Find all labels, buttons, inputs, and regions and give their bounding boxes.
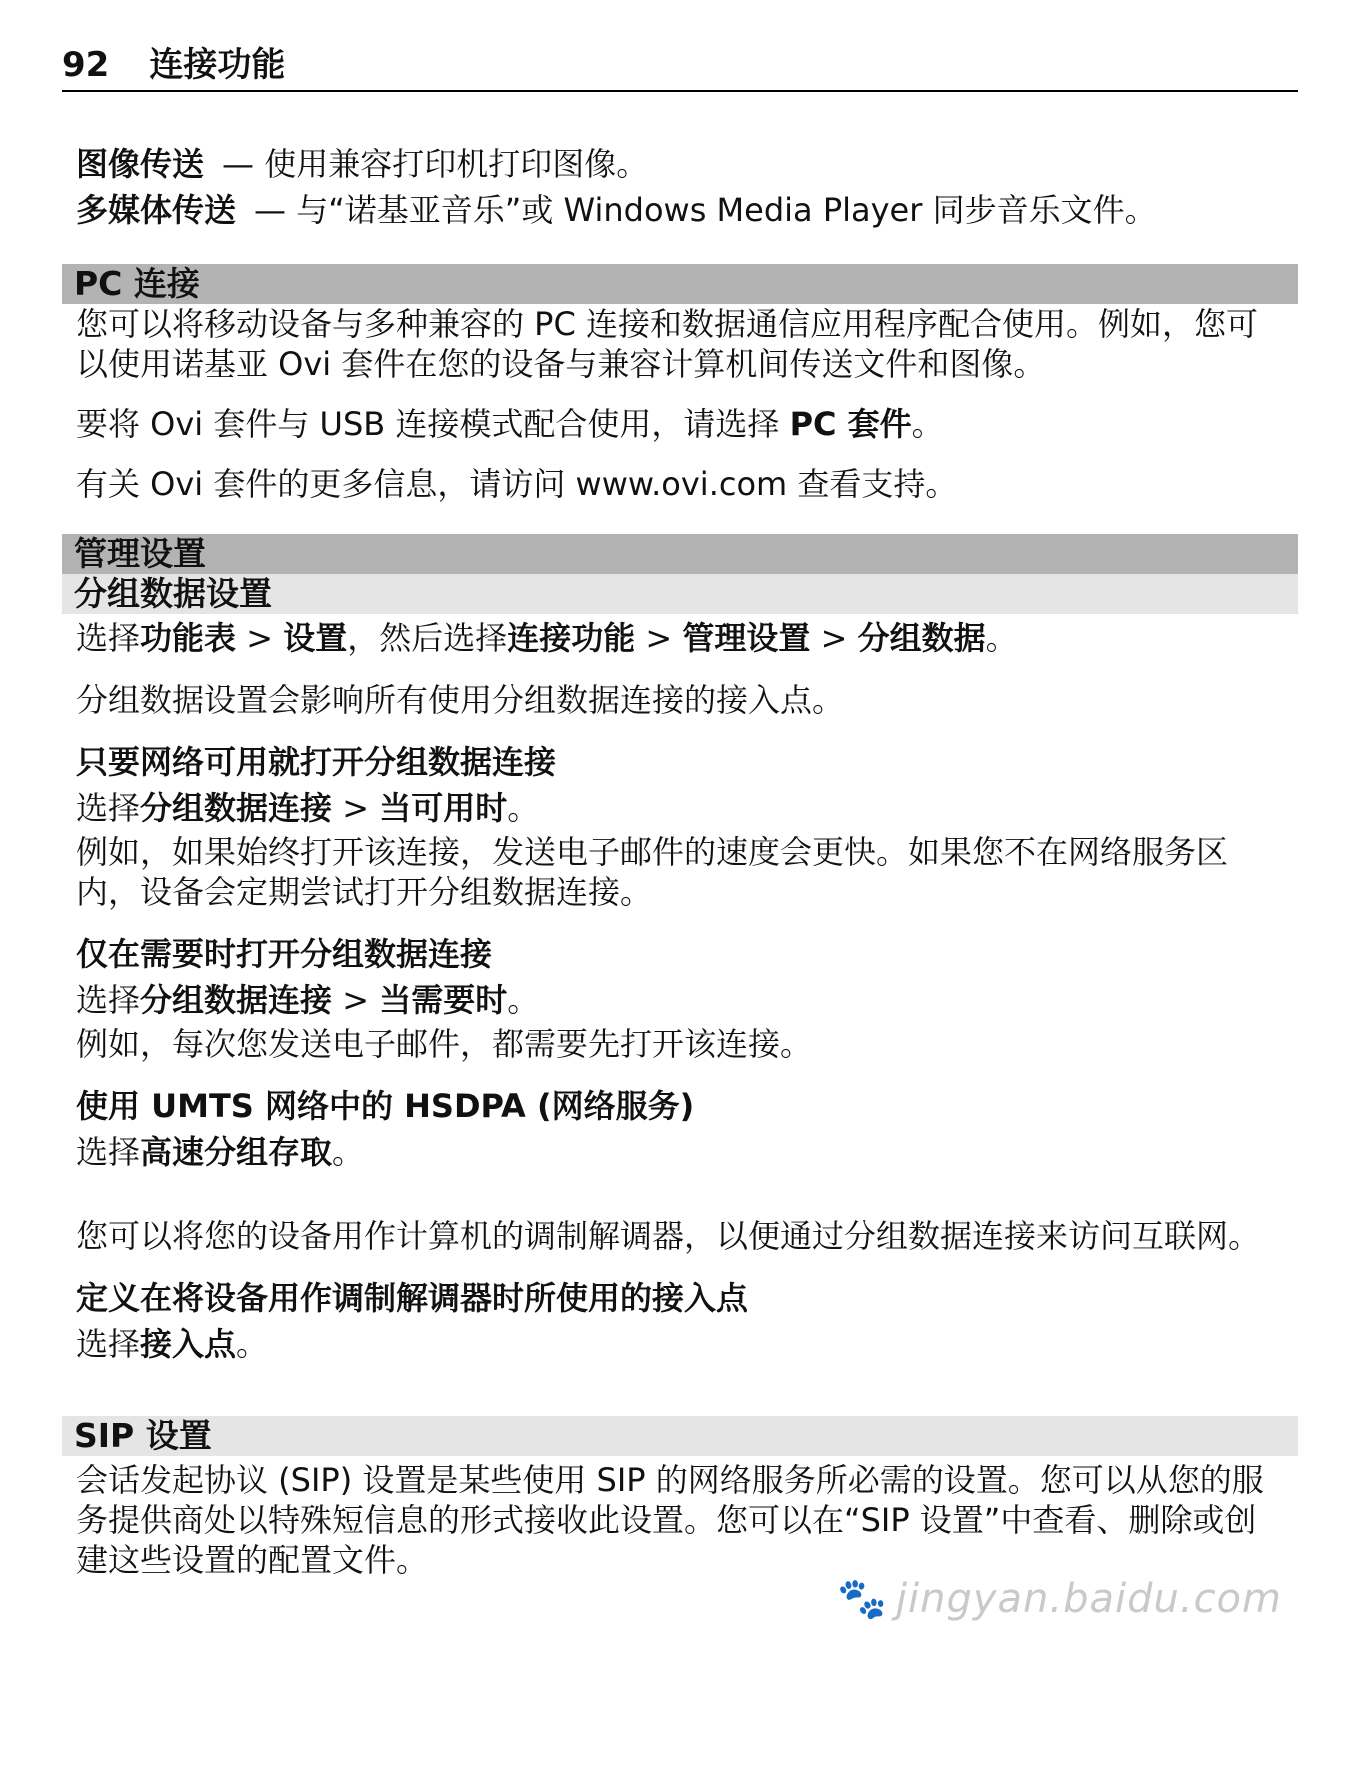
hsdpa-option: 高速分组存取 xyxy=(140,1133,333,1171)
modem-desc: 您可以将您的设备用作计算机的调制解调器，以便通过分组数据连接来访问互联网。 xyxy=(76,1217,1261,1255)
access-point-heading: 定义在将设备用作调制解调器时所使用的接入点 xyxy=(76,1279,749,1317)
needed-select: 选择 xyxy=(76,981,141,1019)
path-settings: 设置 xyxy=(283,619,348,657)
needed-path xyxy=(76,980,1284,1020)
watermark-text: jingyan.baidu.com xyxy=(895,1576,1282,1622)
sip-para: 会话发起协议 (SIP) 设置是某些使用 SIP 的网络服务所必需的设置。您可以从您的服务提供商处以特殊短信息的形式接收此设置。您可以在“SIP 设置”中查看、删除或创建这些设置的配置文件。 xyxy=(76,1461,1264,1579)
path-sep: > xyxy=(332,981,380,1019)
path-sep: > xyxy=(236,619,284,657)
always-select: 选择 xyxy=(76,789,141,827)
pc-para-2-text: 要将 Ovi 套件与 USB 连接模式配合使用，请选择 xyxy=(76,405,790,443)
admin-section-heading: 管理设置 xyxy=(62,534,1298,574)
media-transfer-label: 多媒体传送 xyxy=(76,191,237,229)
pc-para-2-end: 。 xyxy=(911,405,944,443)
needed-option-2: 当需要时 xyxy=(379,981,508,1019)
page-number: 92 xyxy=(62,45,110,85)
media-transfer-text: — 与“诺基亚音乐”或 Windows Media Player 同步音乐文件。 xyxy=(254,191,1157,229)
running-head xyxy=(62,44,1298,92)
sip-section-heading: SIP 设置 xyxy=(62,1416,1298,1456)
needed-desc: 例如，每次您发送电子邮件，都需要先打开该连接。 xyxy=(76,1025,813,1063)
always-end: 。 xyxy=(507,789,540,827)
path-packet-data: 分组数据 xyxy=(857,619,986,657)
media-transfer-line xyxy=(76,190,1284,230)
packet-data-subheading: 分组数据设置 xyxy=(62,574,1298,614)
always-heading: 只要网络可用就打开分组数据连接 xyxy=(76,743,557,781)
always-option-1: 分组数据连接 xyxy=(140,789,333,827)
image-transfer-text: — 使用兼容打印机打印图像。 xyxy=(222,145,649,183)
hsdpa-heading: 使用 UMTS 网络中的 HSDPA (网络服务) xyxy=(76,1087,695,1125)
needed-end: 。 xyxy=(507,981,540,1019)
chapter-title: 连接功能 xyxy=(149,45,286,85)
needed-option-1: 分组数据连接 xyxy=(140,981,333,1019)
access-point-path xyxy=(76,1324,1284,1364)
path-sep: > xyxy=(332,789,380,827)
pc-para-2 xyxy=(76,404,1284,444)
path-end: 。 xyxy=(985,619,1018,657)
path-select: 选择 xyxy=(76,619,141,657)
pc-suite-option: PC 套件 xyxy=(789,405,912,443)
ap-end: 。 xyxy=(236,1325,269,1363)
ap-option: 接入点 xyxy=(140,1325,237,1363)
path-connectivity: 连接功能 xyxy=(507,619,636,657)
always-option-2: 当可用时 xyxy=(379,789,508,827)
path-sep: > xyxy=(810,619,858,657)
hsdpa-end: 。 xyxy=(332,1133,365,1171)
affects-text: 分组数据设置会影响所有使用分组数据连接的接入点。 xyxy=(76,681,845,719)
manual-page xyxy=(62,44,1298,1580)
needed-heading: 仅在需要时打开分组数据连接 xyxy=(76,935,493,973)
pc-section-heading: PC 连接 xyxy=(62,264,1298,304)
pc-para-1: 您可以将移动设备与多种兼容的 PC 连接和数据通信应用程序配合使用。例如，您可以使用诺基亚 Ovi 套件在您的设备与兼容计算机间传送文件和图像。 xyxy=(76,305,1258,383)
pc-para-3: 有关 Ovi 套件的更多信息，请访问 www.ovi.com 查看支持。 xyxy=(76,465,958,503)
image-transfer-line xyxy=(76,144,1284,184)
image-transfer-label: 图像传送 xyxy=(76,145,205,183)
packet-data-path xyxy=(76,618,1284,658)
always-desc: 例如，如果始终打开该连接，发送电子邮件的速度会更快。如果您不在网络服务区内，设备会定期尝试打开分组数据连接。 xyxy=(76,833,1229,911)
hsdpa-select: 选择 xyxy=(76,1133,141,1171)
paw-icon: 🐾 xyxy=(837,1576,888,1622)
watermark xyxy=(837,1575,1282,1622)
path-menu: 功能表 xyxy=(140,619,237,657)
ap-select: 选择 xyxy=(76,1325,141,1363)
path-admin: 管理设置 xyxy=(682,619,811,657)
path-then: ，然后选择 xyxy=(347,619,508,657)
hsdpa-path xyxy=(76,1132,1284,1172)
path-sep: > xyxy=(635,619,683,657)
always-path xyxy=(76,788,1284,828)
